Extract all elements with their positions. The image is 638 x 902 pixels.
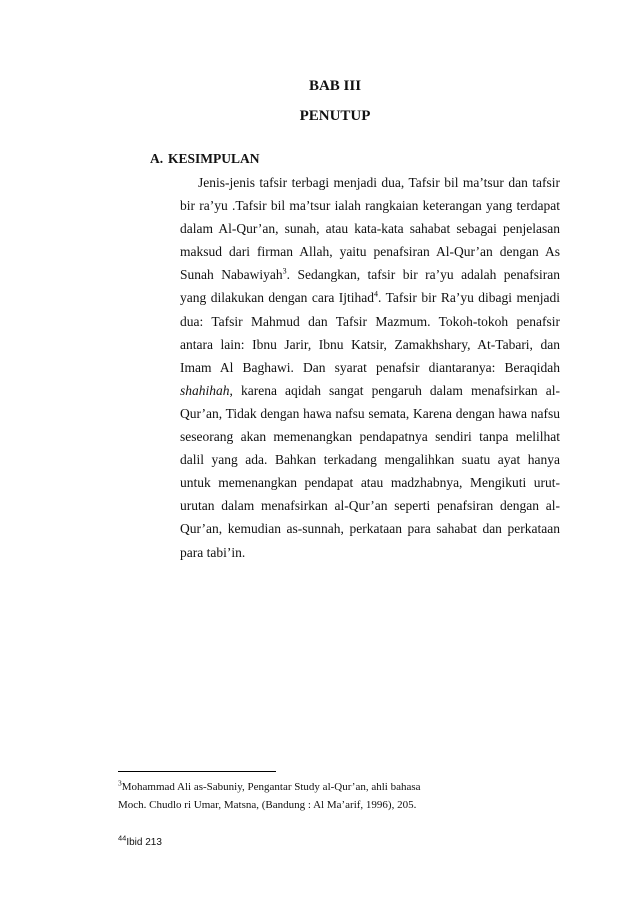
conclusion-body <box>180 171 560 564</box>
footnote-separator <box>118 771 276 772</box>
footnote-2 <box>118 834 162 852</box>
footnote-text: Ibid 213 <box>126 837 162 848</box>
paragraph-text-2: . Sedangkan, tafsir bir ra’yu adalah penafsiran yang dilakukan dengan cara Ijtihad <box>180 267 560 306</box>
footnote-1 <box>118 779 421 814</box>
footnote-ref-3: 3 <box>282 266 287 276</box>
paragraph-text-1: Jenis-jenis tafsir terbagi menjadi dua, Tafsir bil ma’tsur dan tafsir bir ra’yu .Tafsir bil ma’tsur ialah rangkaian keterangan yang terdapat dalam Al-Qur’an, sunah, atau kata-kata sahabat sebagai penjelasan maksud dari firman Allah, yaitu penafsiran Al-Qur’an dengan As Sunah Nabawiyah <box>180 175 560 283</box>
footnote-line: Moch. Chudlo ri Umar, Matsna, (Bandung : Al Ma’arif, 1996), 205. <box>118 798 417 811</box>
chapter-number: BAB III <box>308 78 362 94</box>
section-title: KESIMPULAN <box>168 151 260 166</box>
footnote-mark: 44 <box>118 833 127 843</box>
conclusion-paragraph <box>180 171 560 564</box>
footnote-line: Mohammad Ali as-Sabuniy, Pengantar Study al-Qur’an, ahli bahasa <box>121 781 421 793</box>
chapter-title: PENUTUP <box>299 108 371 124</box>
footnote-ref-4: 4 <box>374 289 379 299</box>
paragraph-text-4: , karena aqidah sangat pengaruh dalam menafsirkan al-Qur’an, Tidak dengan hawa nafsu semata, Karena dengan hawa nafsu seseorang akan memenangkan pendapatnya sendiri tanpa melilhat dalil yang ada. Bahkan terkadang mengalihkan suatu ayat hanya untuk memenangkan pendapat atau madzhabnya, Mengikuti urut-urutan dalam menafsirkan al-Qur’an seperti penafsiran dengan al-Qur’an, kemudian as-sunnah, perkataan para sahabat dan perkataan para tabi’in. <box>180 382 560 560</box>
paragraph-text-3: . Tafsir bir Ra’yu dibagi menjadi dua: Tafsir Mahmud dan Tafsir Mazmum. Tokoh-tokoh penafsir antara lain: Ibnu Jarir, Ibnu Katsir, Zamakhshary, At-Tabari, dan Imam Al Baghawi. Dan syarat penafsir diantaranya: Beraqidah <box>180 290 560 375</box>
italic-term: shahihah <box>180 382 230 398</box>
section-letter: A. <box>150 151 164 166</box>
section-heading <box>150 151 260 167</box>
footnote-mark: 3 <box>118 778 122 788</box>
